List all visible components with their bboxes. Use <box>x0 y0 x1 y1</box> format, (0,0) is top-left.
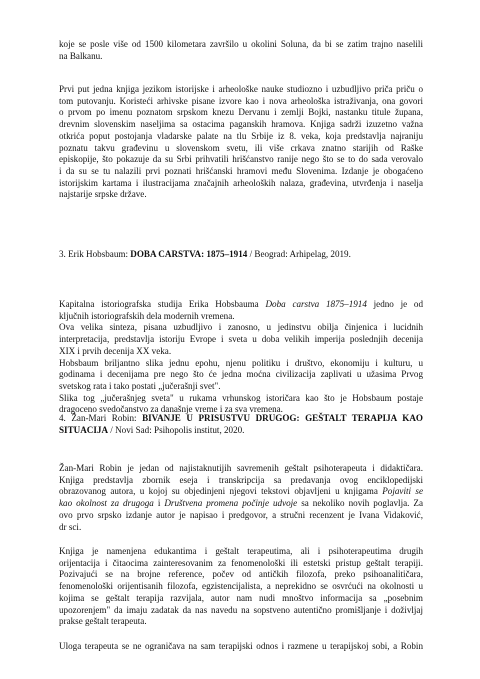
text-line: dragoceno svedočanstvo za današnje vreme i za sva vremena. <box>59 404 283 415</box>
book-title-italic: Pojaviti se <box>382 486 423 497</box>
text-line: kojima se geštalt terapija razvijala, autor nam nudi mnoštvo informacija sa „posebnim <box>59 592 423 603</box>
text-line: o prvom po imenu poznatom srpskom knezu Dervanu i zemlji Bojki, nastanku titule župana, <box>59 107 423 118</box>
text-line: episkopije, što pokazuje da su Srbi prihvatili hrišćanstvo ranije nego što se to do sada verovalo <box>59 154 423 165</box>
text-line: poznatu takvu građevinu u slovenskom svetu, ili više crkava znatno starijih od Raške <box>59 142 423 153</box>
text-line: fenomenološki orijentisanih filozofa, egzistencijalista, a neprekidno se osvrćući na okolnosti u <box>59 581 423 592</box>
text-line <box>59 486 423 498</box>
text-line <box>59 498 423 510</box>
text-run: obrazovanog autora, u kojoj su objedinjeni njegovi tekstovi objavljeni u knjigama <box>59 486 378 497</box>
entry-author: Žan-Mari Robin: <box>71 413 137 423</box>
description-paragraph-3 <box>59 463 423 533</box>
text-run: i <box>153 498 165 509</box>
text-line: Knjiga je namenjena edukantima i geštalt terapeutima, ali i psihoterapeutima drugih <box>59 546 423 556</box>
entry-publisher: / Novi Sad: Psihopolis institut, 2020. <box>108 424 245 435</box>
text-line: ovo prvo srpsko izdanje autor je napisao i predgovor, a stručni recenzent je Ivana Vidaković, <box>59 509 423 520</box>
description-paragraph-5 <box>59 641 423 653</box>
text-line: istorijskim kartama i ilustracijama značajnih arheoloških nalaza, građevina, utvrđenja i naselja <box>59 177 423 188</box>
text-line: XIX i prvih decenija XX veka. <box>59 345 172 356</box>
book-title-italic: Društvena promena počinje udvoje <box>164 498 298 509</box>
text-line: dr sci. <box>59 521 82 532</box>
text-line <box>59 425 423 437</box>
text-line: na Balkanu. <box>59 50 103 61</box>
description-paragraph-1 <box>59 84 423 201</box>
text-line: ključnih istoriografskih dela modernih vremena. <box>59 310 235 321</box>
text-line: otkrića poput postojanja vladarske palate na tlu Srbije iz 8. veka, koja predstavlja najraniju <box>59 130 423 141</box>
text-line: Ova velika sinteza, pisana uzbudljivo i zanosno, u jedinstvu obilja činjenica i lucidnih <box>59 322 423 333</box>
text-line: drevnim slovenskim naseljima sa ostacima paganskih hramova. Knjiga sadrži izuzetno važna <box>59 119 423 130</box>
text-line: svetskog rata i tako postati „jučerašnji svet". <box>59 380 221 391</box>
text-line: upozorenjem" da imaju zadatak da nas navedu na sopstveno autentično promišljanje i doživljaj <box>59 604 423 615</box>
entry-title: DOBA CARSTVA: 1875–1914 <box>130 249 248 259</box>
text-line: Pozivajući se na brojne reference, počev od antičkih filozofa, preko psihoanalitičara, <box>59 569 423 580</box>
text-line: orijentacija i čitaocima zainteresovanim za fenomenološki ili estetski pristup geštalt terapiji. <box>59 557 423 568</box>
text-line: tom putovanju. Koristeći arhivske pisane izvore kao i nova arheološka istraživanja, ona govori <box>59 95 423 106</box>
text-line: koje se posle više od 1500 kilometara završilo u okolini Soluna, da bi se zatim trajno naselili <box>59 39 423 49</box>
entry-publisher: / Beograd: Arhipelag, 2019. <box>247 249 351 259</box>
intro-paragraph-tail <box>59 39 423 62</box>
text-line: Prvi put jedna knjiga jezikom istorijske i arheološke nauke studiozno i uzbudljivo priča priču o <box>59 84 423 94</box>
entry-title-continued: SITUACIJA <box>59 424 109 435</box>
text-line: godinama i decenijama pre nego što će jedna moćna civilizacija zaplivati u užasima Prvog <box>59 369 423 380</box>
description-paragraph-4 <box>59 546 423 628</box>
text-run: Kapitalna istoriografska studija Erika Hobsbauma <box>59 299 259 309</box>
text-line: najstarije srpske države. <box>59 189 147 200</box>
description-paragraph-2 <box>59 299 423 416</box>
text-line: Hobsbaum briljantno slika jednu epohu, njenu politiku i društvo, ekonomiju i kulturu, u <box>59 357 423 368</box>
text-line: Knjiga predstavlja zbornik eseja i transkripcija sa predavanja ovog enciklopedijski <box>59 474 423 485</box>
text-line <box>59 413 423 425</box>
entry-author: Erik Hobsbaum: <box>68 249 128 259</box>
text-line: Slika tog „jučerašnjeg sveta" u rukama vrhunskog istoričara kao što je Hobsbaum postaje <box>59 392 423 403</box>
text-run: sa nekoliko novih poglavlja. Za <box>297 498 423 509</box>
book-title-italic: kao okolnost za drugoga <box>59 498 154 509</box>
entry-number: 4. <box>59 413 66 423</box>
text-line <box>59 299 423 311</box>
text-line: Žan-Mari Robin je jedan od najistaknutijih savremenih geštalt psihoterapeuta i didaktičara. <box>59 463 423 473</box>
text-line: Uloga terapeuta se ne ograničava na sam terapijski odnos i razmene u terapijskoj sobi, a Robin <box>59 641 423 651</box>
entry-number: 3. <box>59 249 66 259</box>
text-line: interpretacija, predstavlja istoriju Evrope i sveta u doba velikih imperija poslednjih decenija <box>59 334 423 345</box>
book-title-italic: Doba carstva 1875–1914 <box>265 299 367 309</box>
text-line: i da su se tu nalazili prvi poznati hrišćanski hramovi među Slovenima. Izdanje je obogaćeno <box>59 165 423 176</box>
entry-title: BIVANJE U PRISUSTVU DRUGOG: GEŠTALT TERAPIJA KAO <box>142 413 423 423</box>
book-entry-3-heading <box>59 249 423 261</box>
text-run: jedno je od <box>373 299 423 309</box>
book-entry-4-heading <box>59 413 423 436</box>
text-line: prakse geštalt terapeuta. <box>59 616 147 627</box>
